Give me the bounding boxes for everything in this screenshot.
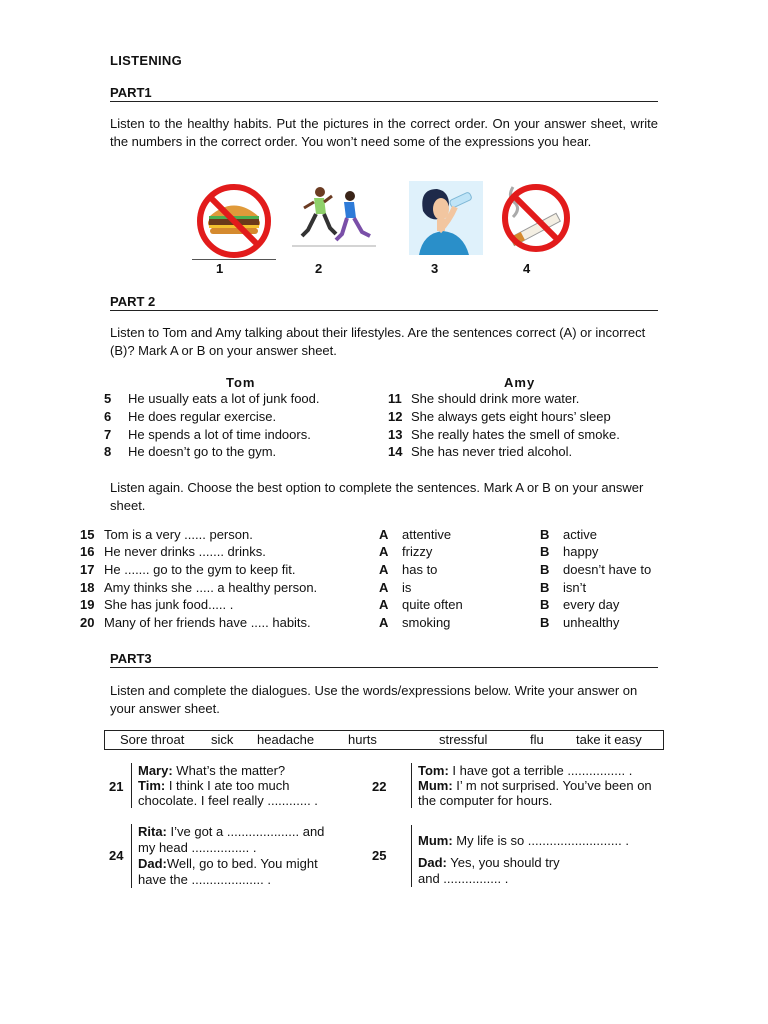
option-b-label: B: [540, 580, 550, 595]
statement-text: He does regular exercise.: [128, 409, 277, 424]
dialogue-number: 25: [372, 848, 387, 863]
item-number: 18: [80, 580, 95, 595]
part1-heading: PART1: [110, 85, 658, 102]
dialogue-line: I think I ate too much: [165, 778, 290, 793]
dialogue-line: I’ve got a .................... and: [166, 824, 325, 839]
speaker: Dad:: [138, 856, 167, 871]
option-a-text: smoking: [402, 615, 451, 630]
word-bank-item: sick: [211, 732, 234, 747]
item-number: 14: [388, 444, 403, 459]
question-text: Tom is a very ...... person.: [104, 527, 253, 542]
option-b-label: B: [540, 562, 550, 577]
option-b-text: happy: [563, 544, 599, 559]
item-number: 13: [388, 427, 403, 442]
option-a-text: is: [402, 580, 412, 595]
item-number: 12: [388, 409, 403, 424]
dialogue-number: 22: [372, 779, 387, 794]
word-bank-item: hurts: [348, 732, 377, 747]
word-bank-item: take it easy: [576, 732, 642, 747]
part2-instructions-2: Listen again. Choose the best option to complete the sentences. Mark A or B on your answer sheet.: [110, 480, 644, 513]
word-bank-item: headache: [257, 732, 315, 747]
dialogue-line: and ................ .: [418, 871, 509, 886]
word-bank-item: Sore throat: [120, 732, 185, 747]
picture-number-3: 3: [431, 261, 439, 276]
dialogue-21: [131, 763, 318, 808]
question-text: Amy thinks she ..... a healthy person.: [104, 580, 318, 595]
part1-instructions: Listen to the healthy habits. Put the pictures in the correct order. On your answer sheet, write the numbers in the correct order. You won’t need some of the expressions you hear.: [110, 116, 658, 149]
part3-heading: PART3: [110, 651, 658, 668]
word-bank: [104, 730, 664, 750]
amy-heading: Amy: [504, 375, 536, 390]
item-number: 20: [80, 615, 95, 630]
speaker: Dad:: [418, 855, 447, 870]
item-number: 6: [104, 409, 112, 424]
speaker: Mum:: [418, 778, 453, 793]
dialogue-number: 21: [109, 779, 124, 794]
statement-text: He usually eats a lot of junk food.: [128, 391, 320, 406]
option-a-text: has to: [402, 562, 438, 577]
option-b-label: B: [540, 527, 550, 542]
dialogue-24: [131, 824, 324, 888]
speaker: Rita:: [138, 824, 167, 839]
drinking-water-icon: [409, 181, 483, 255]
word-bank-item: flu: [530, 732, 544, 747]
option-a-text: attentive: [402, 527, 452, 542]
dialogue-line: Yes, you should try: [446, 855, 560, 870]
option-b-text: active: [563, 527, 597, 542]
option-a-text: frizzy: [402, 544, 433, 559]
no-smoking-icon: [499, 181, 573, 255]
item-number: 16: [80, 544, 95, 559]
item-number: 11: [388, 391, 402, 406]
word-bank-item: stressful: [439, 732, 488, 747]
dialogue-line: My life is so .......................... .: [452, 833, 629, 848]
option-a-label: A: [379, 562, 389, 577]
runners-icon: [292, 184, 376, 248]
statement-text: She really hates the smell of smoke.: [411, 427, 620, 442]
dialogue-line: my head ................ .: [138, 840, 257, 855]
item-number: 7: [104, 427, 112, 442]
option-a-label: A: [379, 615, 389, 630]
question-text: She has junk food..... .: [104, 597, 234, 612]
option-a-label: A: [379, 580, 389, 595]
dialogue-number: 24: [109, 848, 124, 863]
option-a-label: A: [379, 544, 389, 559]
item-number: 15: [80, 527, 95, 542]
picture-number-4: 4: [523, 261, 531, 276]
dialogue-line: I’ m not surprised. You’ve been on: [452, 778, 652, 793]
speaker: Mary:: [138, 763, 173, 778]
option-b-text: unhealthy: [563, 615, 620, 630]
statement-text: He spends a lot of time indoors.: [128, 427, 311, 442]
part2-instructions: Listen to Tom and Amy talking about their lifestyles. Are the sentences correct (A) or incorrect (B)? Mark A or B on your answer sheet.: [110, 325, 646, 358]
dialogue-line: Well, go to bed. You might: [166, 856, 318, 871]
question-text: He ....... go to the gym to keep fit.: [104, 562, 296, 577]
option-a-label: A: [379, 597, 389, 612]
item-number: 5: [104, 391, 112, 406]
speaker: Mum:: [418, 833, 453, 848]
item-number: 17: [80, 562, 95, 577]
part2-heading: PART 2: [110, 294, 658, 311]
dialogue-25: [411, 825, 629, 887]
question-text: Many of her friends have ..... habits.: [104, 615, 311, 630]
option-b-text: doesn’t have to: [563, 562, 652, 577]
speaker: Tom:: [418, 763, 449, 778]
statement-text: She should drink more water.: [411, 391, 580, 406]
option-b-label: B: [540, 544, 550, 559]
statement-text: She always gets eight hours’ sleep: [411, 409, 611, 424]
picture-number-1: 1: [216, 261, 224, 276]
tom-heading: Tom: [226, 375, 256, 390]
dialogue-line: What’s the matter?: [172, 763, 286, 778]
speaker: Tim:: [138, 778, 166, 793]
statement-text: She has never tried alcohol.: [411, 444, 573, 459]
dialogue-line: I have got a terrible ................ .: [448, 763, 633, 778]
picture-number-2: 2: [315, 261, 323, 276]
option-b-label: B: [540, 615, 550, 630]
option-b-text: isn’t: [563, 580, 587, 595]
item-number: 19: [80, 597, 95, 612]
dialogue-line: have the .................... .: [138, 872, 271, 887]
item-number: 8: [104, 444, 112, 459]
option-b-text: every day: [563, 597, 620, 612]
question-text: He never drinks ....... drinks.: [104, 544, 266, 559]
dialogue-22: [411, 763, 652, 808]
part3-instructions: Listen and complete the dialogues. Use the words/expressions below. Write your answer on your answer sheet.: [110, 683, 638, 716]
dialogue-line: chocolate. I feel really ............ .: [138, 793, 318, 808]
no-burger-icon: [192, 181, 276, 261]
option-a-label: A: [379, 527, 389, 542]
dialogue-line: the computer for hours.: [418, 793, 553, 808]
option-a-text: quite often: [402, 597, 463, 612]
option-b-label: B: [540, 597, 550, 612]
page-title: LISTENING: [110, 53, 183, 68]
statement-text: He doesn’t go to the gym.: [128, 444, 277, 459]
